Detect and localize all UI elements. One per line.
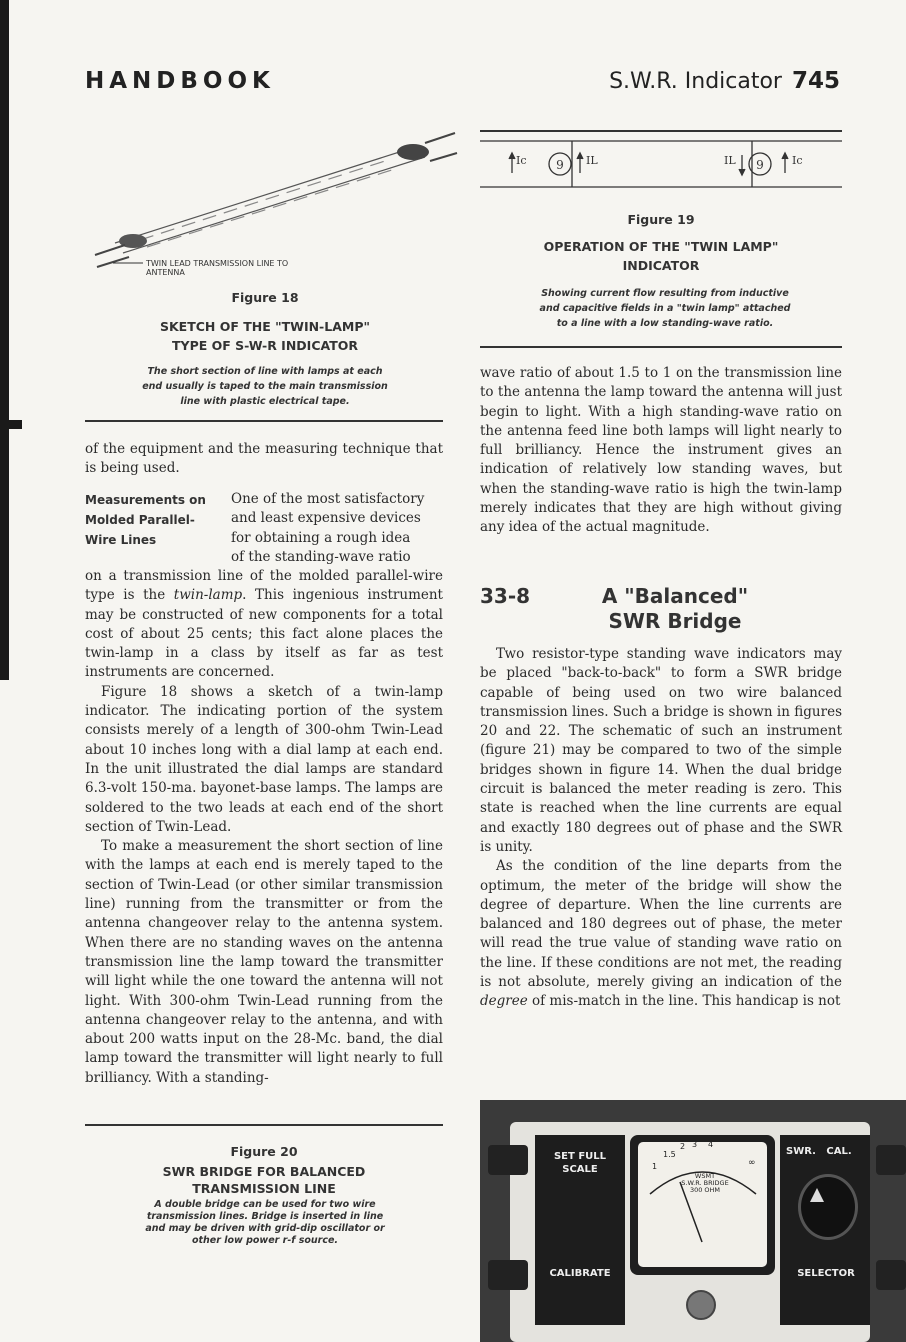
running-header-left: HANDBOOK bbox=[85, 68, 275, 94]
paragraph: To make a measurement the short section of line with the lamps at each end is merely taped to the section of Twin-Lead (or other similar transmission line) running from the transmitter or from the antenna changeover relay to the antenna system. When there are no standing waves on the antenna transmission line the lamp toward the transmitter will light while the one toward the antenna will not light. With 300-ohm Twin-Lead running from the antenna changeover relay to the antenna, and with about 200 watts input on the 28-Mc. band, the dial lamp toward the transmitter will light nearly to full brilliancy. With a standing- bbox=[85, 838, 443, 1086]
swr-label: SWR. bbox=[786, 1146, 816, 1157]
figure19-title bbox=[480, 237, 842, 275]
swr-cal-label bbox=[786, 1146, 866, 1157]
label-ic-right: Ic bbox=[792, 154, 803, 167]
figure20-title-line: TRANSMISSION LINE bbox=[192, 1181, 336, 1196]
cal-label: CAL. bbox=[826, 1146, 852, 1157]
sidehead-line: Molded Parallel- bbox=[85, 513, 195, 527]
pointer-icon bbox=[810, 1188, 824, 1202]
divider bbox=[480, 130, 842, 132]
section-title bbox=[555, 584, 795, 634]
text-line: for obtaining a rough idea bbox=[231, 529, 411, 546]
figure20-note bbox=[95, 1199, 435, 1247]
sidehead-measurements bbox=[85, 490, 225, 550]
section-title-line: SWR Bridge bbox=[608, 609, 742, 633]
figure18-note-line: end usually is taped to the main transmission bbox=[142, 381, 388, 392]
paragraph: wave ratio of about 1.5 to 1 on the transmission line to the antenna the lamp toward the antenna will just begin to light. With a high standing-wave ratio on the antenna feed line both lamps will light nearly to full brilliancy. Hence the instrument gives an indication of relatively low standing waves, but when the standing-wave ratio is high the twin-lamp merely indicates that they are high without giving any idea of the actual magnitude. bbox=[480, 365, 842, 536]
connector-icon bbox=[488, 1260, 528, 1290]
italic-run: degree bbox=[480, 993, 528, 1010]
figure19-title-line: OPERATION OF THE "TWIN LAMP" bbox=[543, 239, 779, 254]
selector-knob-icon bbox=[798, 1174, 858, 1240]
paragraph bbox=[480, 857, 842, 1011]
divider bbox=[85, 420, 443, 422]
figure19-note-line: Showing current flow resulting from inductive bbox=[541, 288, 789, 299]
label-ic-left: Ic bbox=[516, 154, 527, 167]
text-run: As the condition of the line departs from the optimum, the meter of the bridge will show the degree of departure. When the line currents are balanced and 180 degrees out of phase, the meter will read the true value of standing wave ratio on the line. If these conditions are not met, the reading is not absolute, merely giving an indication of the bbox=[480, 858, 842, 991]
svg-text:9: 9 bbox=[756, 158, 764, 172]
figure19-number: Figure 19 bbox=[627, 212, 695, 227]
figure20-title-line: SWR BRIDGE FOR BALANCED bbox=[162, 1164, 366, 1179]
right-paras bbox=[480, 645, 842, 1012]
figure18-title-line: TYPE OF S-W-R INDICATOR bbox=[172, 338, 358, 353]
section-number: 33-8 bbox=[480, 584, 531, 608]
left-para-2-rest bbox=[85, 567, 443, 1088]
figure20-number: Figure 20 bbox=[230, 1144, 298, 1159]
section-title-line: A "Balanced" bbox=[601, 584, 749, 608]
connector-icon bbox=[488, 1145, 528, 1175]
figure20-note-line: transmission lines. Bridge is inserted in line bbox=[146, 1211, 384, 1222]
paragraph: Figure 18 shows a sketch of a twin-lamp indicator. The indicating portion of the system consists merely of a length of 300-ohm Twin-Lead about 10 inches long with a dial lamp at each end. In the unit illustrated the dial lamps are standard 6.3-volt 150-ma. bayonet-base lamps. The lamps are soldered to the two leads at each end of the short section of Twin-Lead. bbox=[85, 683, 443, 835]
svg-text:9: 9 bbox=[556, 158, 564, 172]
text-line: of the standing-wave ratio bbox=[231, 548, 411, 565]
scale-num-1: 1 bbox=[652, 1162, 658, 1171]
paragraph: Two resistor-type standing wave indicators may be placed "back-to-back" to form a SWR bridge capable of being used on two wire balanced transmission lines. Such a bridge is shown in figures 20 and 22. The schematic of such an instrument (figure 21) may be compared to two of the simple bridges shown in figure 14. When the dual bridge circuit is balanced the meter reading is zero. This state is reached when the line currents are equal and exactly 180 degrees out of phase and the SWR is unity. bbox=[480, 646, 842, 855]
meter-legend-line: S.W.R. BRIDGE bbox=[681, 1179, 729, 1187]
header-section: S.W.R. Indicator bbox=[609, 69, 782, 94]
scale-num-5: 4 bbox=[708, 1140, 714, 1149]
figure18-line-label: TWIN LEAD TRANSMISSION LINE TO ANTENNA bbox=[146, 259, 289, 277]
sidehead-line: Wire Lines bbox=[85, 533, 157, 547]
divider bbox=[85, 1124, 443, 1126]
left-para-1 bbox=[85, 440, 443, 479]
page-number: 745 bbox=[791, 68, 840, 94]
figure19-note-line: to a line with a low standing-wave ratio. bbox=[556, 318, 774, 329]
right-para-1 bbox=[480, 364, 842, 538]
label-il-left: IL bbox=[586, 154, 598, 167]
text-run: on a transmission line of the molded parallel-wire type is the bbox=[85, 568, 443, 604]
set-full-scale-label bbox=[540, 1150, 620, 1176]
meter-legend bbox=[675, 1173, 735, 1194]
left-para-2-start bbox=[231, 490, 443, 567]
figure18-note-line: line with plastic electrical tape. bbox=[180, 396, 350, 407]
italic-run: twin-lamp bbox=[173, 587, 243, 604]
paragraph: of the equipment and the measuring technique that is being used. bbox=[85, 441, 443, 477]
label-line: SET FULL bbox=[553, 1151, 607, 1162]
meter-legend-line: 300 OHM bbox=[689, 1186, 721, 1194]
figure18-title-line: SKETCH OF THE "TWIN-LAMP" bbox=[159, 319, 371, 334]
binding-edge bbox=[0, 0, 9, 680]
figure18-title bbox=[95, 317, 435, 355]
text-run: of mis-match in the line. This handicap is not bbox=[527, 993, 841, 1010]
text-line: and least expensive devices bbox=[231, 510, 421, 527]
figure18-note-line: The short section of line with lamps at each bbox=[147, 366, 383, 377]
figure20-note-line: and may be driven with grid-dip oscillator or bbox=[145, 1223, 385, 1234]
text-run: . This ingenious instrument may be constructed of new components for a total cost of about 25 cents; this fact alone places the twin-lamp in a class by itself as far as test instruments are concerned. bbox=[85, 587, 443, 681]
label-line: SCALE bbox=[562, 1164, 598, 1175]
text-line: One of the most satisfactory bbox=[231, 491, 425, 507]
divider bbox=[480, 346, 842, 348]
meter-legend-line: WSMT bbox=[694, 1172, 716, 1180]
connector-icon bbox=[876, 1260, 906, 1290]
lamp-right-icon bbox=[397, 144, 429, 160]
figure19-diagram bbox=[480, 135, 842, 195]
selector-label: SELECTOR bbox=[797, 1268, 855, 1279]
running-header-right bbox=[609, 68, 840, 94]
scale-inf: ∞ bbox=[748, 1158, 756, 1168]
figure20-title bbox=[85, 1163, 443, 1197]
figure19-note bbox=[495, 286, 835, 331]
binding-tick bbox=[0, 420, 22, 429]
figure20-note-line: A double bridge can be used for two wire bbox=[154, 1199, 376, 1210]
scale-num-4: 3 bbox=[692, 1140, 698, 1149]
calibrate-label: CALIBRATE bbox=[549, 1268, 611, 1279]
label-il-right: IL bbox=[724, 154, 736, 167]
connector-icon bbox=[876, 1145, 906, 1175]
paragraph bbox=[85, 567, 443, 683]
figure19-title-line: INDICATOR bbox=[622, 258, 700, 273]
scale-num-2: 1.5 bbox=[663, 1150, 676, 1159]
figure18-note bbox=[95, 364, 435, 409]
scale-num-3: 2 bbox=[680, 1142, 686, 1151]
figure20-note-line: other low power r-f source. bbox=[191, 1235, 339, 1246]
figure18-number: Figure 18 bbox=[231, 290, 299, 305]
figure19-note-line: and capacitive fields in a "twin lamp" attached bbox=[539, 303, 791, 314]
calibrate-knob-icon bbox=[686, 1290, 716, 1320]
sidehead-line: Measurements on bbox=[85, 493, 206, 507]
figure22-photo bbox=[480, 1100, 906, 1342]
